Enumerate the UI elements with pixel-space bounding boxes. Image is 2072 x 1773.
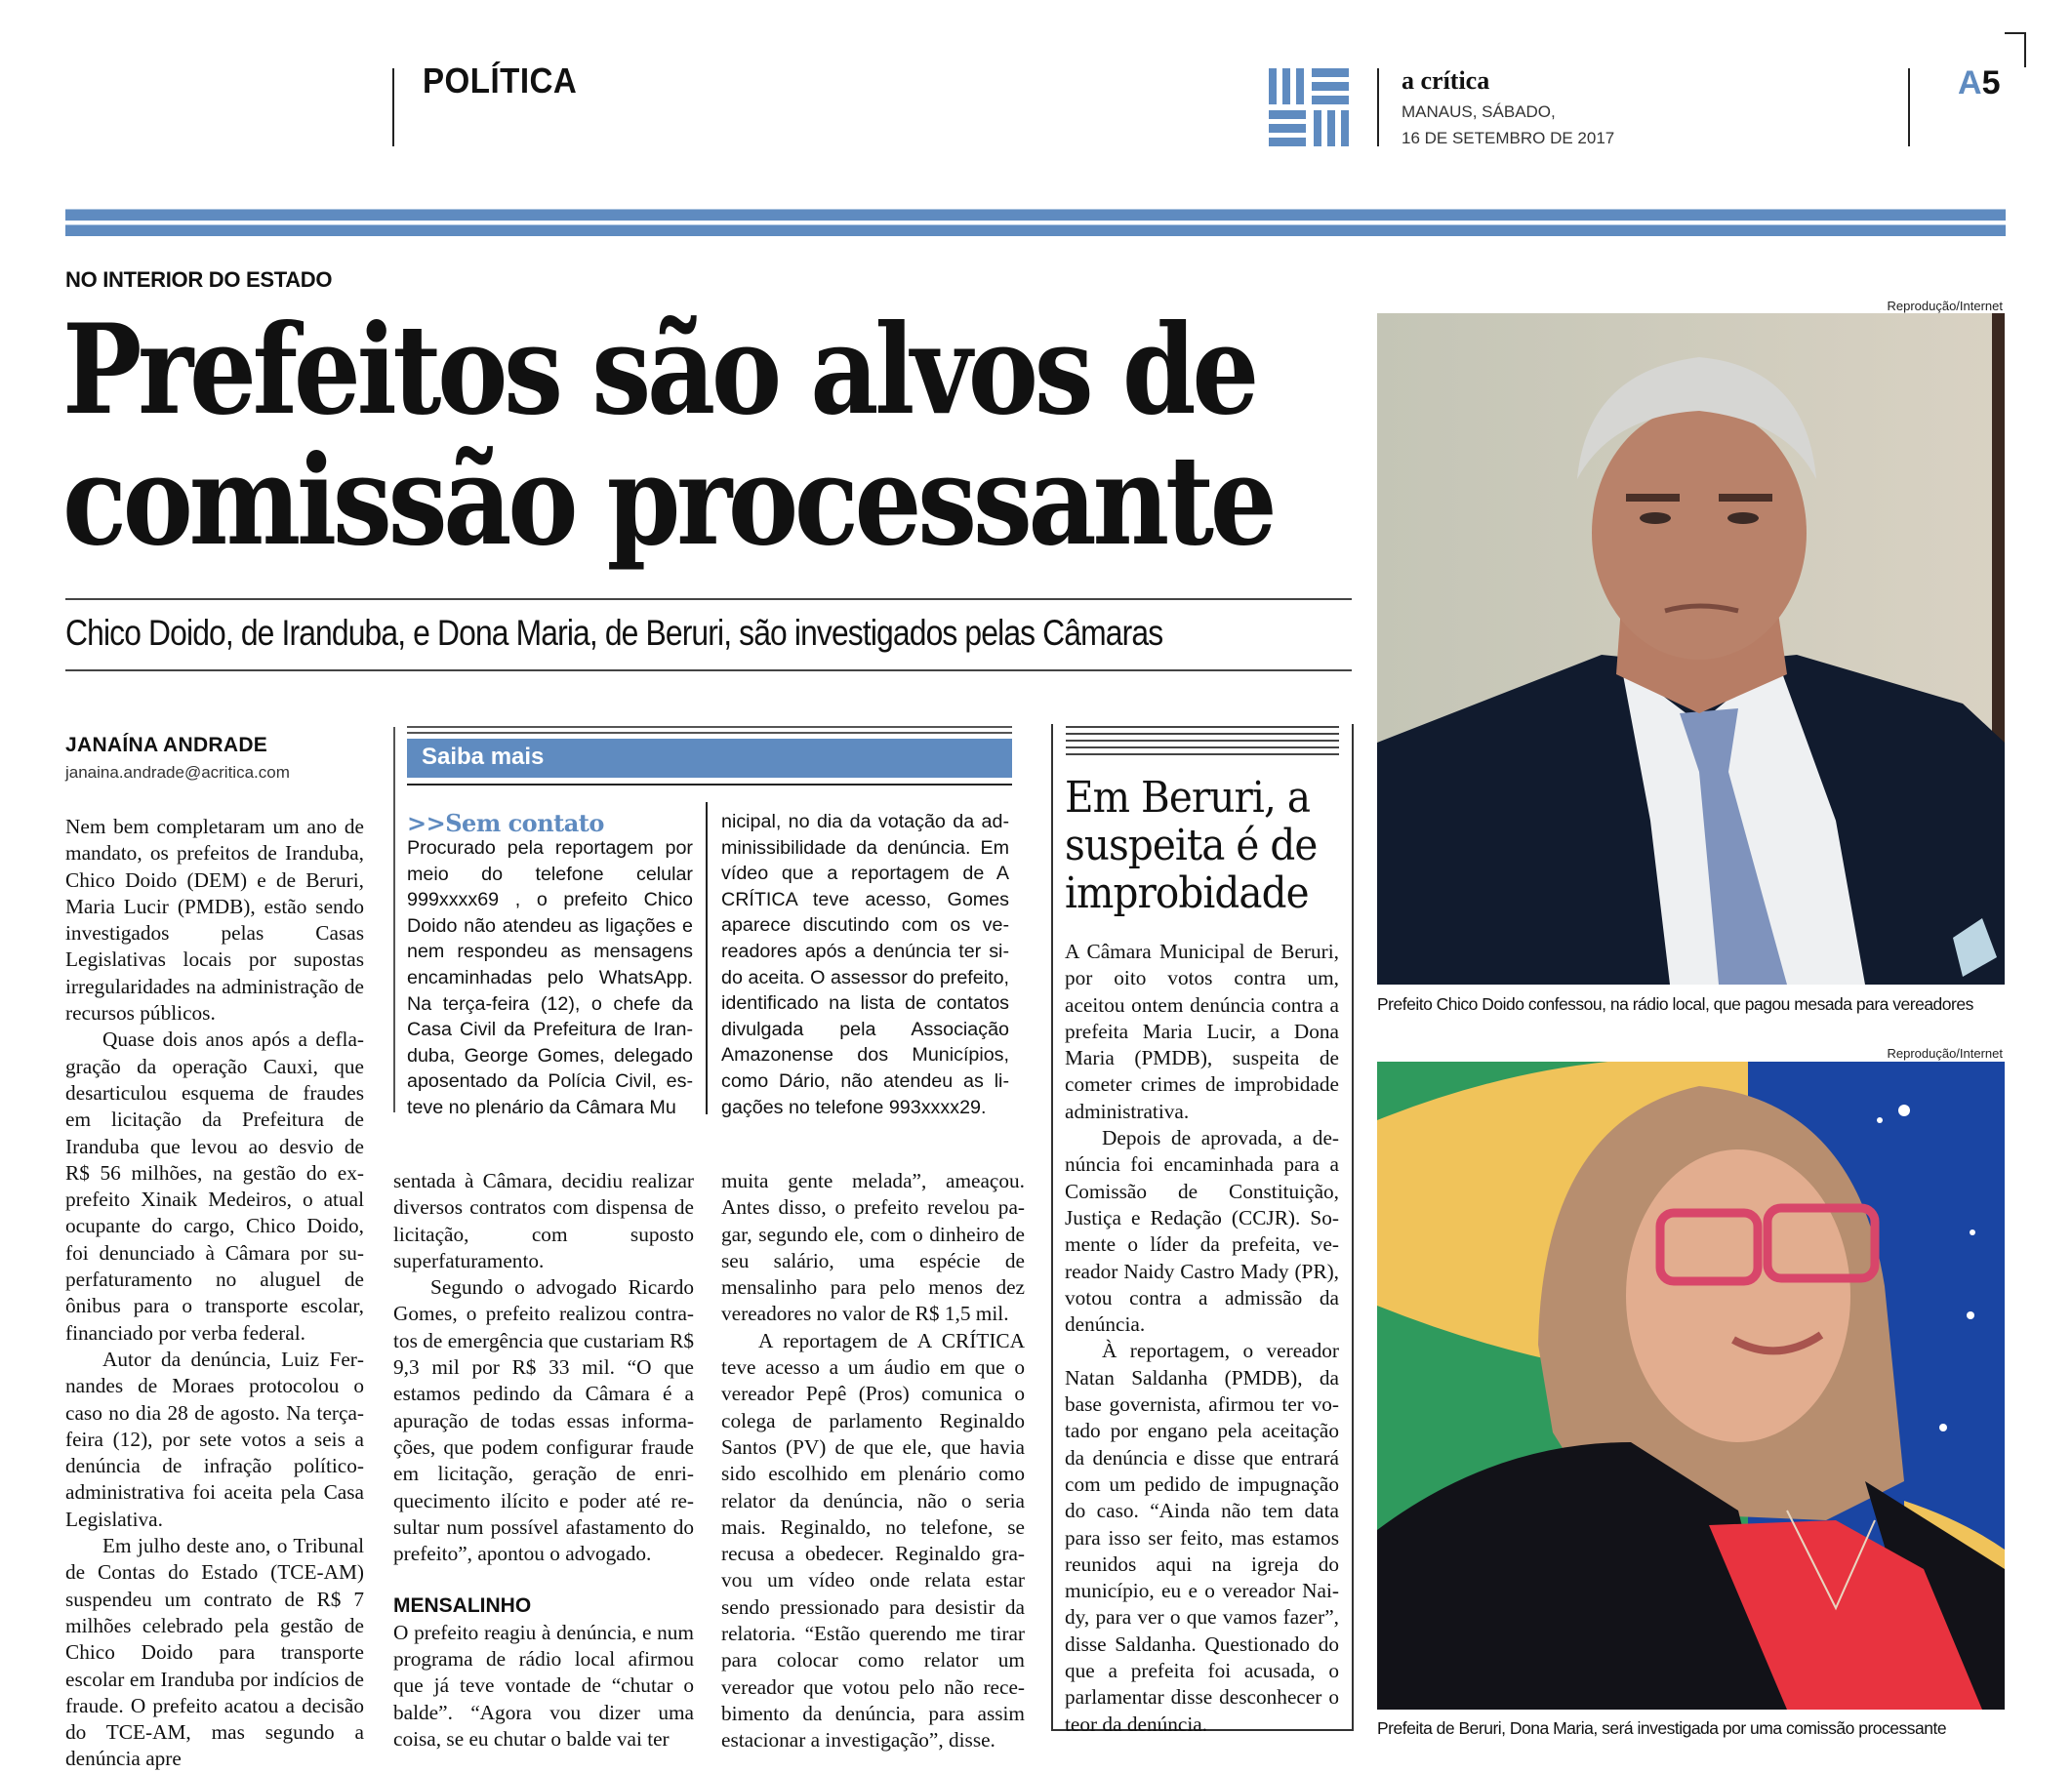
author-email[interactable]: janaina.andrade@acritica.com [65,763,290,782]
box-stripe [1066,726,1339,728]
saiba-mais-column-1: Procurado pela reportagem por meio do telefone celular 999xxxx69 , o prefeito Chico Doido não atendeu as ligações e nem respondeu as mensagens encaminhadas pelo WhatsApp. Na terça-feira (12), o chefe da Casa Civil da Prefeitura de Iranduba, George Gomes, delegado aposentado da Polícia Civil, esteve no plenário da Câmara Mu [407,837,693,1118]
sidebar-title: Em Beruri, a suspeita é de improbidade [1065,773,1318,918]
deck-rule-top [65,598,1352,600]
photo-credit: Reprodução/Internet [1887,1046,2003,1061]
paragraph: Quase dois anos após a deflagração da operação Cauxi, que desarticulou esquema de fraudes em licitação da Prefeitura de Iranduba que levou ao desvio de R$ 56 milhões, na gestão do ex-prefeito Xinaik Medeiros, o atual ocupante do cargo, Chico Doido, foi denunciado à Câmara por superfaturamento no aluguel de ônibus para o transporte escolar, financiado por verba federal. [65,1028,364,1345]
portrait-woman-image [1377,1062,2005,1710]
photo-caption: Prefeito Chico Doido confessou, na rádio local, que pagou mesada para vereadores [1377,994,1973,1014]
column-divider [393,727,395,1112]
logo-divider [1377,68,1379,146]
box-stripe [1066,740,1339,742]
saiba-mais-title: Saiba mais [422,744,545,770]
paragraph: sentada à Câmara, decidiu realizar diversos contratos com dispensa de licitação, com suposto superfaturamento. [393,1169,694,1272]
paragraph: Autor da denúncia, Luiz Fernandes de Moraes protocolou o caso no dia 28 de agosto. Na terça-feira (12), por sete votos a seis a denúncia de infração político-administrativa foi aceita pela Casa Legislativa. [65,1347,364,1531]
header-band-top [65,209,2006,221]
column-divider [706,802,708,1114]
article-column-2 [393,1168,694,1753]
sidebar-column [1065,939,1339,1738]
photo-credit: Reprodução/Internet [1887,299,2003,313]
paragraph: Depois de aprovada, a denúncia foi encaminhada para a Comissão de Constituição, Justiça e Redação (CCJR). Somente o líder da prefeita, vereador Naidy Castro Mady (PR), votou contra a admissão da denúncia. [1065,1126,1339,1337]
photo-mayor-chico-doido [1377,313,2005,985]
article-column-1 [65,814,364,1773]
box-rule [407,732,1012,734]
paragraph: A reportagem de A CRÍTICA teve acesso a um áudio em que o vereador Pepê (Pros) comunica o colega de parlamento Reginaldo Santos (PV) de que ele, que havia sido escolhido em plenário como relator da denúncia, não o seria mais. Reginaldo, no telefone, se recusa a obedecer. Reginaldo gravou um vídeo onde relata estar sendo pressionado para desistir da relatoria. “Estão querendo me tirar para colocar como relator um vereador que votou pelo não recebimento da denúncia, para assim estacionar a investigação”, disse. [721,1328,1025,1753]
paragraph: À reportagem, o vereador Natan Saldanha (PMDB), da base governista, afirmou ter votado por engano pela aceitação da denúncia e disse que entrará com um pedido de impugnação do caso. “Ainda não tem data para isso ser feito, mas estamos reunidos aqui na igreja do município, eu e o vereador Naidy, para ver o que vamos fazer”, disse Saldanha. Questionado do que a prefeita foi acusada, o parlamentar disse desconhecer o teor da denúncia. [1065,1339,1339,1736]
paragraph: Segundo o advogado Ricardo Gomes, o prefeito realizou contratos de emergência que custariam R$ 9,3 mil por R$ 33 mil. “O que estamos pedindo da Câmara é a apuração de todas essas informações, que podem configurar fraude em licitação, geração de enriquecimento ilícito e poder até resultar num possível afastamento do prefeito”, apontou o advogado. [393,1275,694,1566]
paragraph: Em julho deste ano, o Tribunal de Contas do Estado (TCE-AM) suspendeu um contrato de R$ 7 milhões celebrado pela gestão de Chico Doido para transporte escolar em Iranduba por indícios de fraude. O prefeito acatou a decisão do TCE-AM, mas segundo a denúncia apre [65,1534,364,1771]
paragraph: O prefeito reagiu à denúncia, e num programa de rádio local afirmou que já teve vontade de “chutar o balde”. “Agora vou dizer uma coisa, se eu chutar o balde vai ter [393,1620,694,1751]
edition-date: 16 DE SETEMBRO DE 2017 [1402,129,1615,147]
paragraph: Nem bem completaram um ano de mandato, os prefeitos de Iranduba, Chico Doido (DEM) e de Beruri, Maria Lucir (PMDB), estão sendo investigados pelas Casas Legislativas locais por supostas irregularidades na administração de recursos públicos. [65,815,364,1026]
section-divider [392,68,394,146]
crop-mark [2005,32,2026,67]
photo-mayor-dona-maria [1377,1062,2005,1710]
deck-rule-bottom [65,669,1352,671]
subhead: MENSALINHO [393,1594,532,1618]
edition-city-day: MANAUS, SÁBADO, [1402,102,1556,121]
page-number-divider [1908,68,1910,146]
author-name: JANAÍNA ANDRADE [65,734,268,756]
box-rule [407,784,1012,786]
headline-line-2: comissão processante [62,428,1274,573]
headline-line-1: Prefeitos são alvos de [62,298,1255,442]
newspaper-logo-icon [1269,68,1349,146]
kicker: NO INTERIOR DO ESTADO [65,267,333,292]
portrait-man-image [1377,313,2005,985]
box-stripe [1066,746,1339,748]
header-band-bottom [65,224,2006,236]
article-column-3 [721,1168,1025,1754]
page-digit: 5 [1981,64,2001,101]
box-stripe [1066,753,1339,755]
deck: Chico Doido, de Iranduba, e Dona Maria, de Beruri, são investigados pelas Câmaras [65,613,1163,653]
section-title: POLÍTICA [423,60,578,101]
box-rule [407,726,1012,728]
saiba-mais-column-2: nicipal, no dia da votação da adminissibilidade da denúncia. Em vídeo que a reportagem de A CRÍTICA teve acesso, Gomes aparece discutindo com os vereadores após a denúncia ter sido aceita. O assessor do prefeito, identificado na lista de contatos divulgada pela Associação Amazonense dos Municípios, como Dário, não atendeu as ligações no telefone 993xxxx29. [721,811,1009,1118]
saiba-mais-subtitle: >>Sem contato [407,809,604,837]
photo-caption: Prefeita de Beruri, Dona Maria, será investigada por uma comissão processante [1377,1718,1947,1738]
page-prefix: A [1958,64,1982,101]
paragraph: muita gente melada”, ameaçou. Antes disso, o prefeito revelou pagar, segundo ele, com o dinheiro de seu salário, uma espécie de mensalinho para pelo menos dez vereadores no valor de R$ 1,5 mil. [721,1169,1025,1326]
headline [62,298,1274,573]
newspaper-name: a crítica [1402,66,1490,95]
page-number [1958,64,2000,102]
box-stripe [1066,733,1339,735]
paragraph: A Câmara Municipal de Beruri, por oito votos contra um, aceitou ontem denúncia contra a prefeita Maria Lucir, a Dona Maria (PMDB), suspeita de cometer crimes de improbidade administrativa. [1065,940,1339,1123]
